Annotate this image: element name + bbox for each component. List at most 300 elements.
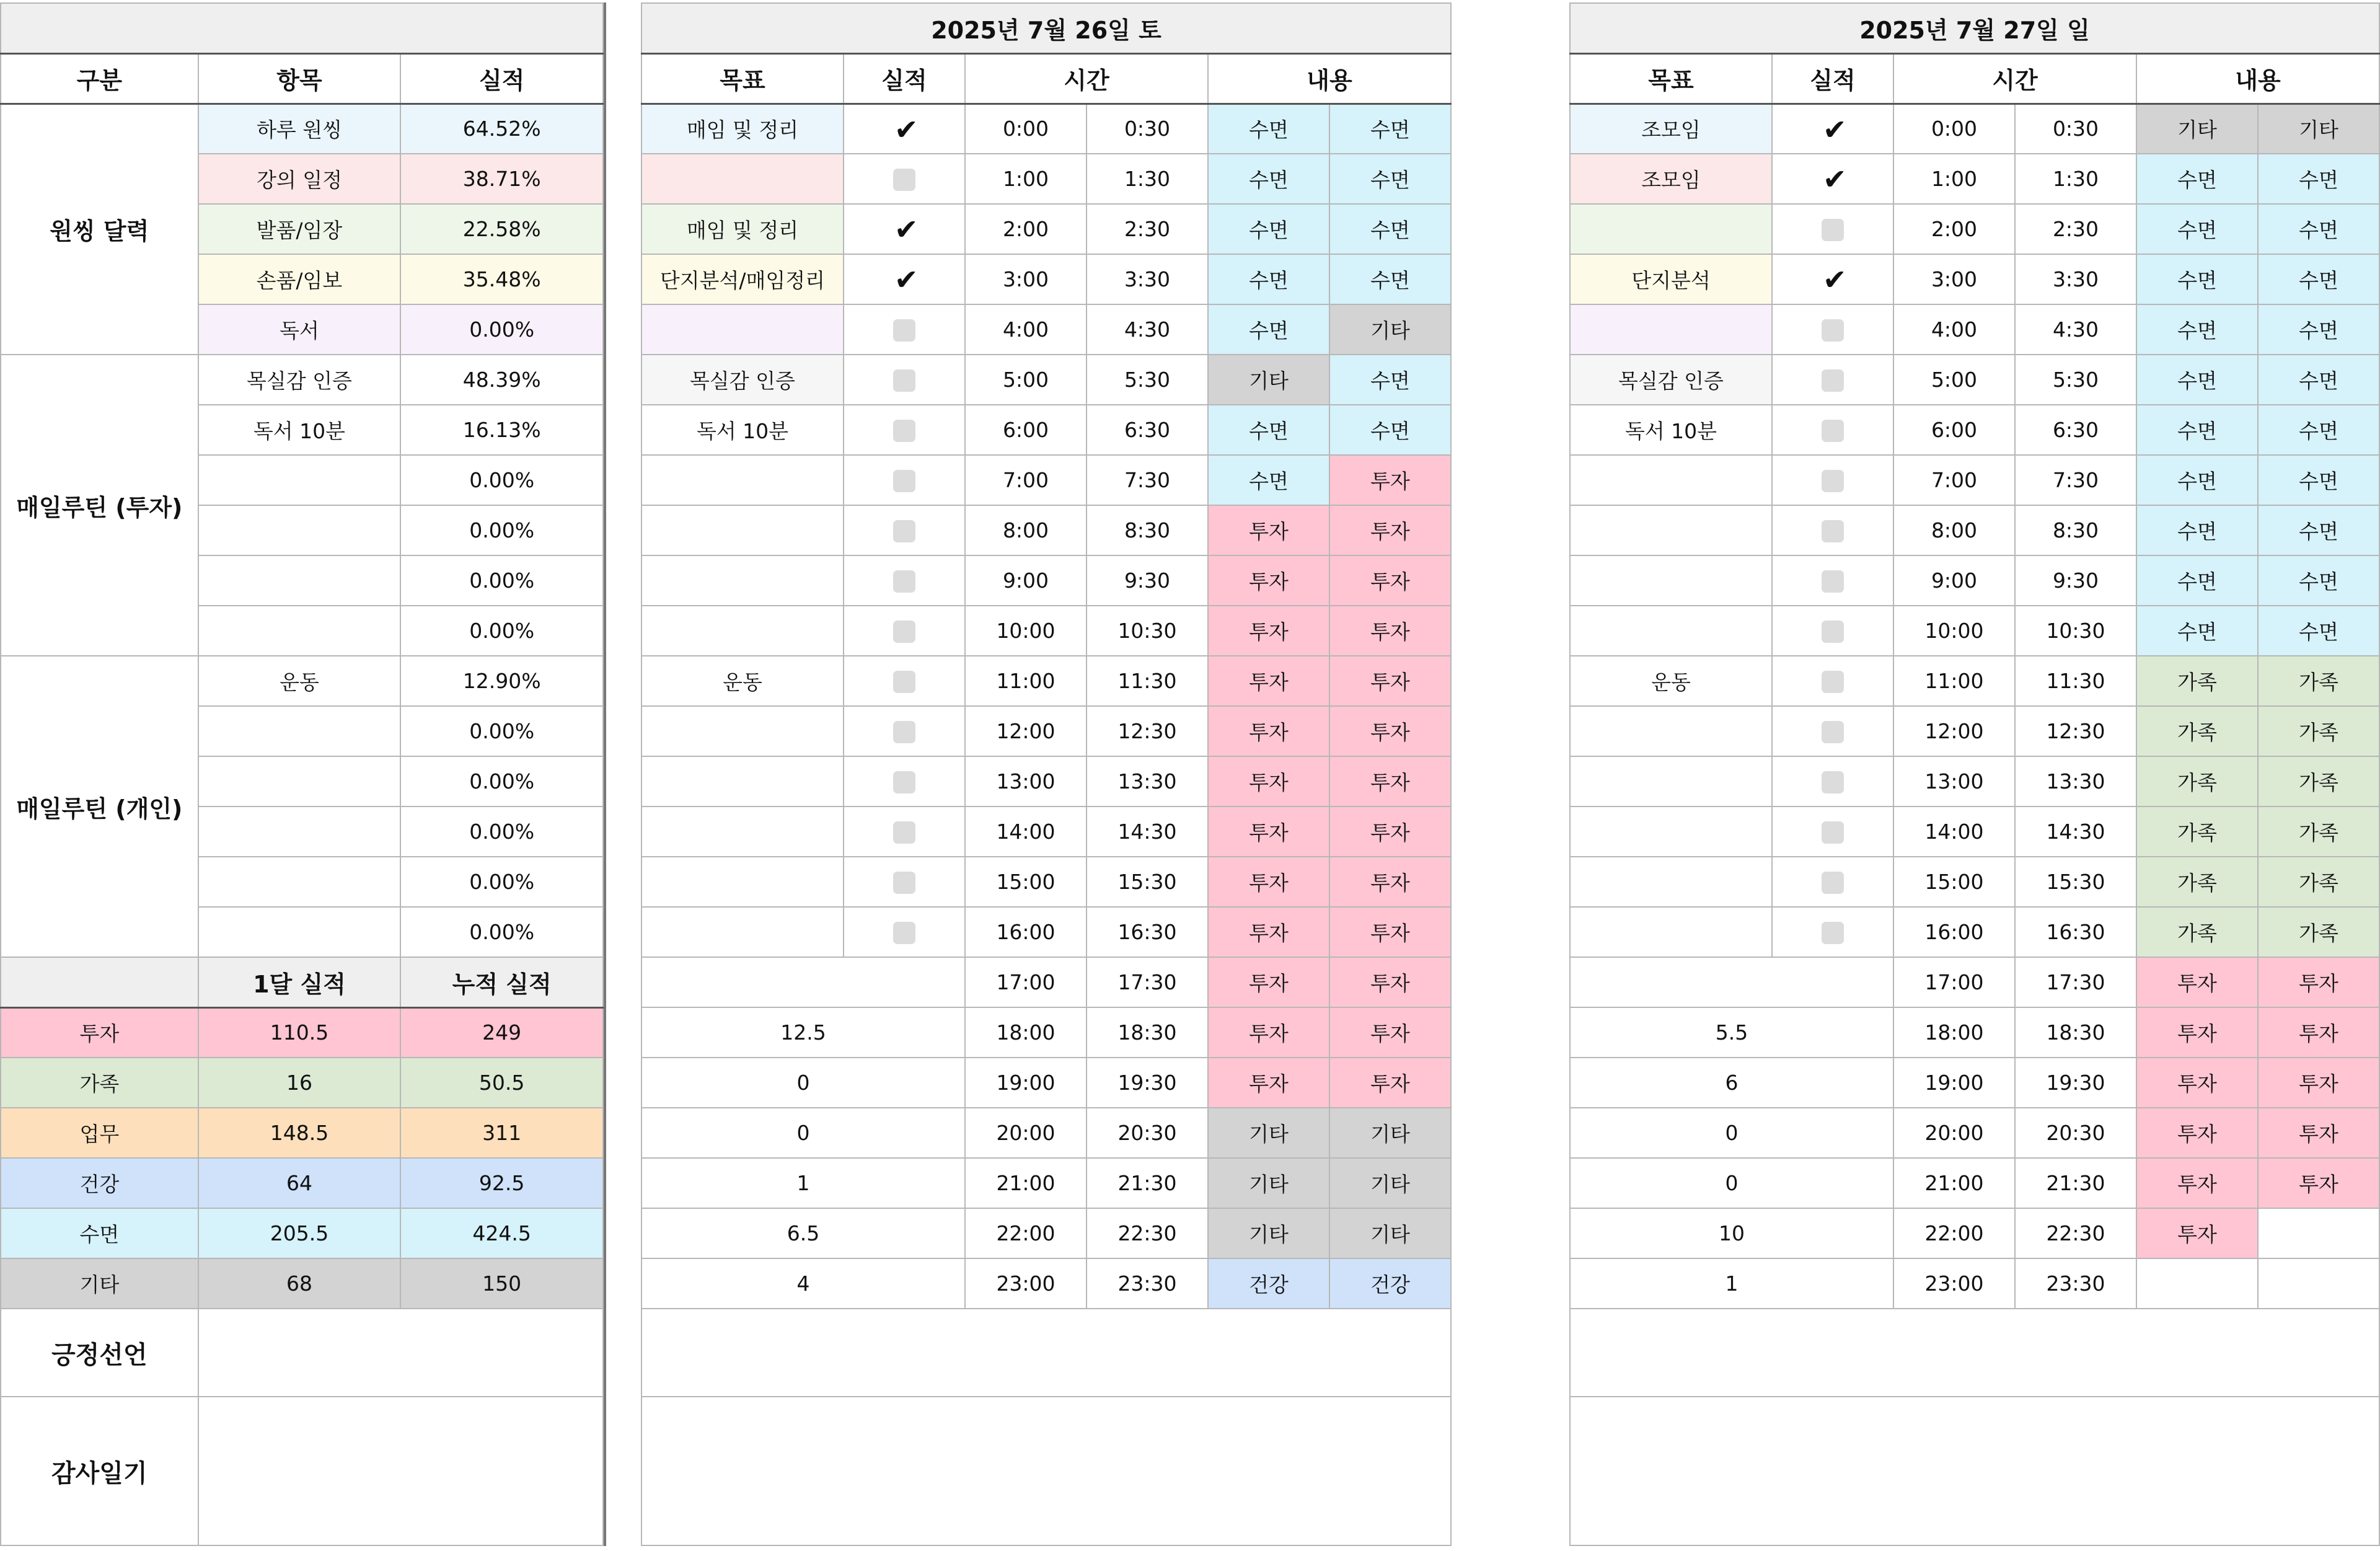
- content-cell[interactable]: 수면: [2136, 204, 2258, 254]
- hours-total-cell[interactable]: 10: [1570, 1208, 1893, 1258]
- time-half: 20:30: [1086, 1108, 1208, 1158]
- result-cell[interactable]: 64.52%: [400, 104, 603, 154]
- content-cell[interactable]: 투자: [1208, 706, 1329, 756]
- done-cell[interactable]: [1772, 505, 1893, 555]
- item-cell[interactable]: 독서: [198, 304, 401, 355]
- content-cell[interactable]: 수면: [1329, 254, 1451, 304]
- totals-month[interactable]: 68: [198, 1258, 401, 1309]
- content-cell[interactable]: 수면: [2258, 355, 2379, 405]
- result-cell[interactable]: 38.71%: [400, 154, 603, 204]
- totals-label[interactable]: 수면: [1, 1208, 198, 1258]
- content-cell[interactable]: [2258, 1258, 2379, 1309]
- content-cell[interactable]: 수면: [2136, 505, 2258, 555]
- content-cell[interactable]: 투자: [1208, 806, 1329, 857]
- done-cell[interactable]: [1772, 154, 1893, 204]
- time-start: 12:00: [1893, 706, 2015, 756]
- item-cell[interactable]: [198, 756, 401, 806]
- content-cell[interactable]: 투자: [1329, 1058, 1451, 1108]
- content-cell[interactable]: 가족: [2136, 907, 2258, 957]
- content-cell[interactable]: 수면: [2136, 455, 2258, 505]
- content-cell[interactable]: 가족: [2136, 857, 2258, 907]
- goal-cell[interactable]: [1570, 756, 1772, 806]
- goal-cell[interactable]: 조모임: [1570, 154, 1772, 204]
- totals-cumulative[interactable]: 311: [400, 1108, 603, 1158]
- item-cell[interactable]: 강의 일정: [198, 154, 401, 204]
- hours-total-cell[interactable]: 0: [641, 1108, 965, 1158]
- goal-cell[interactable]: 운동: [641, 656, 844, 706]
- goal-cell[interactable]: [1570, 204, 1772, 254]
- content-cell[interactable]: 수면: [2136, 304, 2258, 355]
- done-cell[interactable]: [844, 104, 965, 154]
- done-cell[interactable]: [1772, 455, 1893, 505]
- checkbox[interactable]: [1822, 420, 1844, 442]
- content-cell[interactable]: 수면: [2258, 304, 2379, 355]
- goal-cell[interactable]: 목실감 인증: [1570, 355, 1772, 405]
- hours-total-cell[interactable]: 4: [641, 1258, 965, 1309]
- hours-total-cell[interactable]: 6: [1570, 1058, 1893, 1108]
- result-cell[interactable]: 12.90%: [400, 656, 603, 706]
- totals-month[interactable]: 16: [198, 1058, 401, 1108]
- done-cell[interactable]: [1772, 806, 1893, 857]
- hours-total-cell[interactable]: [641, 957, 965, 1007]
- content-cell[interactable]: 투자: [2136, 1108, 2258, 1158]
- content-cell[interactable]: 수면: [2258, 505, 2379, 555]
- day-gratitude-input[interactable]: [1570, 1397, 2379, 1545]
- checkbox[interactable]: [893, 369, 915, 392]
- goal-cell[interactable]: [1570, 706, 1772, 756]
- result-cell[interactable]: 48.39%: [400, 355, 603, 405]
- content-cell[interactable]: 수면: [2258, 154, 2379, 204]
- content-cell[interactable]: 투자: [1208, 1007, 1329, 1058]
- done-cell[interactable]: [1772, 104, 1893, 154]
- content-cell[interactable]: 수면: [2258, 455, 2379, 505]
- done-cell[interactable]: [1772, 204, 1893, 254]
- content-cell[interactable]: 투자: [1329, 505, 1451, 555]
- done-cell[interactable]: [1772, 254, 1893, 304]
- content-cell[interactable]: 투자: [1329, 455, 1451, 505]
- content-cell[interactable]: 투자: [1329, 857, 1451, 907]
- totals-cumulative[interactable]: 50.5: [400, 1058, 603, 1108]
- content-cell[interactable]: 수면: [1208, 154, 1329, 204]
- goal-cell[interactable]: 독서 10분: [641, 405, 844, 455]
- totals-header-cell[interactable]: 1달 실적: [198, 957, 401, 1007]
- content-cell[interactable]: 수면: [1208, 254, 1329, 304]
- result-cell[interactable]: 0.00%: [400, 706, 603, 756]
- content-cell[interactable]: 수면: [1329, 405, 1451, 455]
- checkbox[interactable]: [1822, 771, 1844, 793]
- header-done[interactable]: 실적: [1772, 53, 1893, 104]
- checkbox[interactable]: [893, 319, 915, 342]
- schedule-row: [1570, 857, 2379, 907]
- content-cell[interactable]: 투자: [1329, 957, 1451, 1007]
- item-cell[interactable]: 목실감 인증: [198, 355, 401, 405]
- schedule-row: [641, 907, 1451, 957]
- content-cell[interactable]: 수면: [2136, 405, 2258, 455]
- schedule-row: [641, 204, 1451, 254]
- goal-cell[interactable]: [641, 154, 844, 204]
- totals-month[interactable]: 205.5: [198, 1208, 401, 1258]
- content-cell[interactable]: 투자: [2136, 1208, 2258, 1258]
- content-cell[interactable]: 기타: [1208, 1208, 1329, 1258]
- content-cell[interactable]: 투자: [1329, 706, 1451, 756]
- checkbox[interactable]: [1822, 821, 1844, 844]
- done-cell[interactable]: [844, 455, 965, 505]
- done-cell[interactable]: [844, 304, 965, 355]
- content-cell[interactable]: 투자: [1208, 1058, 1329, 1108]
- content-cell[interactable]: 수면: [1329, 355, 1451, 405]
- goal-cell[interactable]: [1570, 304, 1772, 355]
- hours-total-cell[interactable]: 12.5: [641, 1007, 965, 1058]
- day-affirmation-input[interactable]: [1570, 1309, 2379, 1397]
- done-cell[interactable]: [844, 907, 965, 957]
- goal-cell[interactable]: [1570, 907, 1772, 957]
- item-cell[interactable]: 독서 10분: [198, 405, 401, 455]
- checkbox[interactable]: [893, 621, 915, 643]
- checkbox[interactable]: [893, 771, 915, 793]
- item-cell[interactable]: [198, 706, 401, 756]
- content-cell[interactable]: 수면: [2136, 606, 2258, 656]
- checkbox[interactable]: [1822, 671, 1844, 693]
- content-cell[interactable]: 투자: [1329, 555, 1451, 606]
- result-cell[interactable]: 0.00%: [400, 756, 603, 806]
- content-cell[interactable]: 수면: [2136, 254, 2258, 304]
- content-cell[interactable]: 투자: [1329, 756, 1451, 806]
- done-cell[interactable]: [844, 204, 965, 254]
- content-cell[interactable]: 투자: [1329, 806, 1451, 857]
- checked-checkbox[interactable]: [893, 269, 915, 291]
- goal-cell[interactable]: [1570, 455, 1772, 505]
- day-affirmation-row: [641, 1309, 1451, 1397]
- checkbox[interactable]: [893, 721, 915, 743]
- goal-cell[interactable]: [1570, 806, 1772, 857]
- goal-cell[interactable]: 단지분석: [1570, 254, 1772, 304]
- goal-cell[interactable]: 운동: [1570, 656, 1772, 706]
- goal-cell[interactable]: 매임 및 정리: [641, 104, 844, 154]
- header-content[interactable]: 내용: [1208, 53, 1451, 104]
- checkbox[interactable]: [893, 922, 915, 944]
- done-cell[interactable]: [1772, 857, 1893, 907]
- content-cell[interactable]: 투자: [2258, 957, 2379, 1007]
- totals-label[interactable]: 투자: [1, 1007, 198, 1058]
- result-cell[interactable]: 16.13%: [400, 405, 603, 455]
- content-cell[interactable]: 수면: [2258, 555, 2379, 606]
- hours-total-cell[interactable]: 1: [1570, 1258, 1893, 1309]
- content-cell[interactable]: 투자: [1208, 606, 1329, 656]
- content-cell[interactable]: 건강: [1329, 1258, 1451, 1309]
- goal-cell[interactable]: 조모임: [1570, 104, 1772, 154]
- content-cell[interactable]: 기타: [1208, 1158, 1329, 1208]
- hours-total-cell[interactable]: 6.5: [641, 1208, 965, 1258]
- item-cell[interactable]: [198, 455, 401, 505]
- done-cell[interactable]: [844, 806, 965, 857]
- content-cell[interactable]: 가족: [2136, 756, 2258, 806]
- totals-cumulative[interactable]: 424.5: [400, 1208, 603, 1258]
- header-result[interactable]: 실적: [400, 53, 603, 104]
- affirmation-input[interactable]: [198, 1309, 603, 1397]
- content-cell[interactable]: 수면: [1208, 455, 1329, 505]
- content-cell[interactable]: 수면: [2258, 405, 2379, 455]
- item-cell[interactable]: 하루 원씽: [198, 104, 401, 154]
- content-cell[interactable]: 투자: [1329, 606, 1451, 656]
- totals-month[interactable]: 110.5: [198, 1007, 401, 1058]
- done-cell[interactable]: [844, 706, 965, 756]
- checkbox[interactable]: [1822, 470, 1844, 492]
- result-cell[interactable]: 0.00%: [400, 857, 603, 907]
- goal-cell[interactable]: [641, 304, 844, 355]
- totals-label[interactable]: 건강: [1, 1158, 198, 1208]
- time-half: 0:30: [1086, 104, 1208, 154]
- result-cell[interactable]: 0.00%: [400, 806, 603, 857]
- checkbox[interactable]: [1822, 570, 1844, 593]
- goal-cell[interactable]: [641, 606, 844, 656]
- content-cell[interactable]: 투자: [2258, 1108, 2379, 1158]
- checkbox[interactable]: [1822, 922, 1844, 944]
- done-cell[interactable]: [844, 505, 965, 555]
- goal-cell[interactable]: [641, 857, 844, 907]
- hours-total-cell[interactable]: 0: [641, 1058, 965, 1108]
- content-cell[interactable]: 투자: [2258, 1007, 2379, 1058]
- content-cell[interactable]: 가족: [2258, 756, 2379, 806]
- goal-cell[interactable]: [641, 756, 844, 806]
- goal-cell[interactable]: [1570, 505, 1772, 555]
- goal-cell[interactable]: [641, 706, 844, 756]
- day-gratitude-input[interactable]: [641, 1397, 1451, 1545]
- content-cell[interactable]: 가족: [2258, 656, 2379, 706]
- content-cell[interactable]: 투자: [2258, 1058, 2379, 1108]
- checkbox[interactable]: [1822, 721, 1844, 743]
- totals-header-cell[interactable]: [1, 957, 198, 1007]
- content-cell[interactable]: 수면: [1329, 204, 1451, 254]
- content-cell[interactable]: 기타: [1329, 1208, 1451, 1258]
- done-cell[interactable]: [844, 756, 965, 806]
- checkbox[interactable]: [1822, 621, 1844, 643]
- hours-total-cell[interactable]: 1: [641, 1158, 965, 1208]
- header-goal[interactable]: 목표: [1570, 53, 1772, 104]
- goal-cell[interactable]: [1570, 857, 1772, 907]
- goal-cell[interactable]: [1570, 606, 1772, 656]
- result-cell[interactable]: 35.48%: [400, 254, 603, 304]
- done-cell[interactable]: [1772, 606, 1893, 656]
- checkbox[interactable]: [1822, 369, 1844, 392]
- done-cell[interactable]: [844, 656, 965, 706]
- checkbox[interactable]: [893, 470, 915, 492]
- content-cell[interactable]: 수면: [1329, 154, 1451, 204]
- content-cell[interactable]: 투자: [2136, 1158, 2258, 1208]
- checked-checkbox[interactable]: [1822, 119, 1844, 141]
- checkbox[interactable]: [893, 821, 915, 844]
- content-cell[interactable]: 수면: [2136, 355, 2258, 405]
- content-cell[interactable]: 투자: [1208, 656, 1329, 706]
- header-goal[interactable]: 목표: [641, 53, 844, 104]
- content-cell[interactable]: 수면: [1208, 304, 1329, 355]
- content-cell[interactable]: 투자: [1208, 505, 1329, 555]
- hours-total-cell[interactable]: [1570, 957, 1893, 1007]
- goal-cell[interactable]: [641, 505, 844, 555]
- result-cell[interactable]: 0.00%: [400, 606, 603, 656]
- checkbox[interactable]: [893, 420, 915, 442]
- result-cell[interactable]: 0.00%: [400, 505, 603, 555]
- item-cell[interactable]: [198, 606, 401, 656]
- done-cell[interactable]: [844, 606, 965, 656]
- totals-label[interactable]: 업무: [1, 1108, 198, 1158]
- content-cell[interactable]: 투자: [1329, 656, 1451, 706]
- done-cell[interactable]: [1772, 355, 1893, 405]
- checked-checkbox[interactable]: [1822, 269, 1844, 291]
- totals-month[interactable]: 64: [198, 1158, 401, 1208]
- content-cell[interactable]: 수면: [2258, 606, 2379, 656]
- header-time[interactable]: 시간: [965, 53, 1208, 104]
- checkbox[interactable]: [1822, 872, 1844, 894]
- content-cell[interactable]: 투자: [1329, 907, 1451, 957]
- checkbox[interactable]: [893, 570, 915, 593]
- content-cell[interactable]: 수면: [2136, 154, 2258, 204]
- content-cell[interactable]: 투자: [1208, 756, 1329, 806]
- header-category[interactable]: 구분: [1, 53, 198, 104]
- content-cell[interactable]: 가족: [2258, 857, 2379, 907]
- category-cell[interactable]: 매일루틴 (개인): [1, 656, 198, 957]
- goal-cell[interactable]: [1570, 555, 1772, 606]
- category-cell[interactable]: 매일루틴 (투자): [1, 355, 198, 656]
- header-done[interactable]: 실적: [844, 53, 965, 104]
- done-cell[interactable]: [1772, 555, 1893, 606]
- item-cell[interactable]: 운동: [198, 656, 401, 706]
- time-half: 9:30: [2015, 555, 2136, 606]
- checkbox[interactable]: [893, 169, 915, 191]
- content-cell[interactable]: 수면: [1208, 204, 1329, 254]
- category-cell[interactable]: 원씽 달력: [1, 104, 198, 355]
- item-cell[interactable]: [198, 857, 401, 907]
- done-cell[interactable]: [844, 555, 965, 606]
- totals-label[interactable]: 기타: [1, 1258, 198, 1309]
- result-cell[interactable]: 0.00%: [400, 304, 603, 355]
- item-cell[interactable]: [198, 505, 401, 555]
- schedule-row: [1570, 555, 2379, 606]
- content-cell[interactable]: 기타: [1208, 1108, 1329, 1158]
- gratitude-row: [1, 1397, 603, 1545]
- content-cell[interactable]: 투자: [2136, 957, 2258, 1007]
- done-cell[interactable]: [844, 405, 965, 455]
- day-affirmation-input[interactable]: [641, 1309, 1451, 1397]
- item-cell[interactable]: 손품/임보: [198, 254, 401, 304]
- checkbox[interactable]: [893, 520, 915, 542]
- result-cell[interactable]: 0.00%: [400, 455, 603, 505]
- checkbox[interactable]: [1822, 319, 1844, 342]
- totals-month[interactable]: 148.5: [198, 1108, 401, 1158]
- goal-cell[interactable]: [641, 907, 844, 957]
- checkbox[interactable]: [893, 671, 915, 693]
- content-cell[interactable]: 투자: [1208, 907, 1329, 957]
- content-cell[interactable]: 건강: [1208, 1258, 1329, 1309]
- result-cell[interactable]: 0.00%: [400, 555, 603, 606]
- gratitude-input[interactable]: [198, 1397, 603, 1545]
- content-cell[interactable]: 기타: [1329, 1158, 1451, 1208]
- done-cell[interactable]: [844, 254, 965, 304]
- content-cell[interactable]: 가족: [2258, 907, 2379, 957]
- checked-checkbox[interactable]: [1822, 169, 1844, 191]
- checked-checkbox[interactable]: [893, 219, 915, 241]
- content-cell[interactable]: 기타: [1329, 304, 1451, 355]
- goal-cell[interactable]: 단지분석/매임정리: [641, 254, 844, 304]
- done-cell[interactable]: [844, 154, 965, 204]
- schedule-row: [641, 304, 1451, 355]
- content-cell[interactable]: 투자: [1208, 555, 1329, 606]
- content-cell[interactable]: 수면: [1208, 104, 1329, 154]
- content-cell[interactable]: 수면: [1208, 405, 1329, 455]
- header-item[interactable]: 항목: [198, 53, 401, 104]
- content-cell[interactable]: 수면: [1329, 104, 1451, 154]
- item-cell[interactable]: [198, 806, 401, 857]
- goal-cell[interactable]: [641, 806, 844, 857]
- content-cell[interactable]: 수면: [2258, 204, 2379, 254]
- goal-cell[interactable]: [641, 555, 844, 606]
- item-cell[interactable]: 발품/임장: [198, 204, 401, 254]
- content-cell[interactable]: 수면: [2258, 254, 2379, 304]
- totals-header-cell[interactable]: 누적 실적: [400, 957, 603, 1007]
- content-cell[interactable]: 가족: [2136, 706, 2258, 756]
- content-cell[interactable]: 가족: [2258, 706, 2379, 756]
- done-cell[interactable]: [1772, 706, 1893, 756]
- done-cell[interactable]: [1772, 756, 1893, 806]
- result-cell[interactable]: 22.58%: [400, 204, 603, 254]
- result-cell[interactable]: 0.00%: [400, 907, 603, 957]
- header-content[interactable]: 내용: [2136, 53, 2379, 104]
- item-cell[interactable]: [198, 555, 401, 606]
- content-cell[interactable]: 가족: [2136, 806, 2258, 857]
- content-cell[interactable]: 기타: [1329, 1108, 1451, 1158]
- goal-cell[interactable]: 독서 10분: [1570, 405, 1772, 455]
- item-cell[interactable]: [198, 907, 401, 957]
- content-cell[interactable]: 기타: [2258, 104, 2379, 154]
- goal-cell[interactable]: 목실감 인증: [641, 355, 844, 405]
- content-cell[interactable]: 투자: [2136, 1058, 2258, 1108]
- content-cell[interactable]: 수면: [2136, 555, 2258, 606]
- header-time[interactable]: 시간: [1893, 53, 2136, 104]
- checkbox[interactable]: [893, 872, 915, 894]
- content-cell[interactable]: 투자: [2136, 1007, 2258, 1058]
- checkbox[interactable]: [1822, 219, 1844, 241]
- content-cell[interactable]: [2258, 1208, 2379, 1258]
- content-cell[interactable]: 가족: [2136, 656, 2258, 706]
- goal-cell[interactable]: 매임 및 정리: [641, 204, 844, 254]
- checkbox[interactable]: [1822, 520, 1844, 542]
- time-start: 21:00: [965, 1158, 1086, 1208]
- totals-cumulative[interactable]: 150: [400, 1258, 603, 1309]
- content-cell[interactable]: 투자: [2258, 1158, 2379, 1208]
- content-cell[interactable]: 투자: [1329, 1007, 1451, 1058]
- goal-cell[interactable]: [641, 455, 844, 505]
- hours-total-cell[interactable]: 0: [1570, 1108, 1893, 1158]
- hours-total-cell[interactable]: 0: [1570, 1158, 1893, 1208]
- checked-checkbox[interactable]: [893, 119, 915, 141]
- content-cell[interactable]: 투자: [1208, 857, 1329, 907]
- done-cell[interactable]: [1772, 656, 1893, 706]
- done-cell[interactable]: [844, 355, 965, 405]
- done-cell[interactable]: [1772, 304, 1893, 355]
- totals-cumulative[interactable]: 249: [400, 1007, 603, 1058]
- content-cell[interactable]: 기타: [2136, 104, 2258, 154]
- time-start: 3:00: [965, 254, 1086, 304]
- content-cell[interactable]: 기타: [1208, 355, 1329, 405]
- content-cell[interactable]: 투자: [1208, 957, 1329, 1007]
- done-cell[interactable]: [1772, 907, 1893, 957]
- hours-total-cell[interactable]: 5.5: [1570, 1007, 1893, 1058]
- totals-label[interactable]: 가족: [1, 1058, 198, 1108]
- content-cell[interactable]: [2136, 1258, 2258, 1309]
- totals-cumulative[interactable]: 92.5: [400, 1158, 603, 1208]
- content-cell[interactable]: 가족: [2258, 806, 2379, 857]
- done-cell[interactable]: [1772, 405, 1893, 455]
- done-cell[interactable]: [844, 857, 965, 907]
